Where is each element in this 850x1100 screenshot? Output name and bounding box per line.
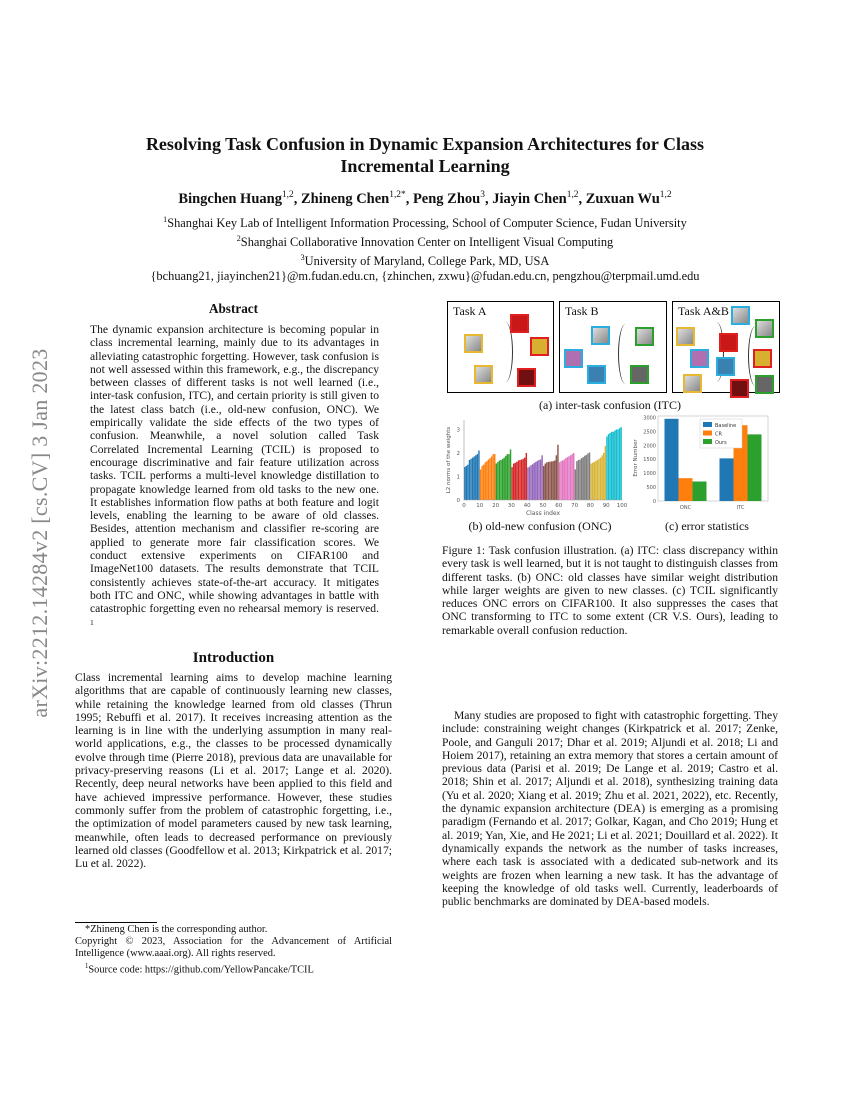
arxiv-identifier[interactable]: arXiv:2212.14284v2 [cs.CV] 3 Jan 2023 xyxy=(27,348,52,718)
onc-bar xyxy=(473,456,474,500)
onc-bar xyxy=(541,455,542,500)
author-sup: 3 xyxy=(480,190,485,200)
panel-label: Task A&B xyxy=(678,304,729,318)
onc-bar xyxy=(551,461,552,500)
subcaption-c: (c) error statistics xyxy=(665,519,749,533)
abstract-body: The dynamic expansion architecture is becoming popular in class incremental learning, mainly due to its advantages in alleviating catastrophic forgetting. However, task confusion is not well assessed within this framework, e.g., the discrepancy between classes of different tasks is not well learned (i.e., inter-task confusion, ITC), and certain priority is still given to the latest class batch (i.e., old-new confusion, ONC). We empirically validate the side effects of the two types of confusion. Meanwhile, a novel solution called Task Correlated Incremental Learning (TCIL) is proposed to encourage discriminative and fair feature utilization across tasks. TCIL performs a multi-level knowledge distillation to propagate knowledge learned from old tasks to the new one. It establishes information flow paths at both feature and logit levels, enabling the learning to be aware of old classes. Besides, attention mechanism and classifier re-scoring are applied to generate more fair classification scores. We conduct extensive experiments on CIFAR100 and ImageNet100 datasets. The results demonstrate that TCIL consistently achieves state-of-the-art accuracy. It mitigates both ITC and ONC, while showing advantages in battle with catastrophic forgetting even no rehearsal memory is reserved. xyxy=(90,323,379,616)
onc-bar xyxy=(513,464,514,500)
onc-bar xyxy=(552,461,553,500)
legend-swatch xyxy=(703,439,712,444)
onc-bar xyxy=(601,455,602,500)
onc-bar xyxy=(575,469,576,500)
onc-bar xyxy=(485,462,486,500)
author-sup: 1,2 xyxy=(281,190,294,200)
x-tick-label: ONC xyxy=(679,505,692,511)
onc-bar xyxy=(466,466,467,500)
orange-thumbnail xyxy=(753,349,772,368)
onc-bar xyxy=(579,460,580,500)
chair-thumbnail xyxy=(755,375,774,394)
affiliations xyxy=(80,212,770,284)
onc-bar xyxy=(500,460,501,500)
error-statistics-chart xyxy=(628,412,778,512)
y-tick-label: 1500 xyxy=(643,457,656,464)
onc-bar xyxy=(491,456,492,500)
error-bar-cr xyxy=(679,478,693,501)
footnote-source-text[interactable]: Source code: https://github.com/YellowPancake/TCIL xyxy=(88,964,314,976)
onc-bar xyxy=(530,465,531,500)
onc-bar xyxy=(499,460,500,500)
y-tick-label: 1000 xyxy=(643,471,656,478)
onc-bar xyxy=(546,462,547,500)
error-bar-ours xyxy=(748,434,762,501)
subcaption-a: (a) inter-task confusion (ITC) xyxy=(538,398,682,412)
fish-thumbnail xyxy=(587,365,606,384)
onc-bar xyxy=(529,467,530,500)
bicycle-thumbnail xyxy=(474,365,493,384)
abstract-text xyxy=(90,323,379,633)
onc-bar xyxy=(480,469,481,500)
panel-label: Task A xyxy=(453,304,487,318)
onc-bar xyxy=(586,455,587,500)
onc-bar xyxy=(565,458,566,500)
onc-bar xyxy=(611,432,612,500)
author-list: Bingchen Huang$^{1,2}$, Zhineng Chen$^{1,2*}$, Peng Zhou$^3$, Jiayin Chen$^{1,2}$, Zuxuan Wu$^{1,2}$ xyxy=(178,190,672,207)
onc-bar xyxy=(518,460,519,500)
x-tick-label: 50 xyxy=(539,503,547,509)
onc-bar xyxy=(581,458,582,500)
onc-bar xyxy=(620,427,621,500)
footnotes xyxy=(75,924,392,976)
fish-thumbnail xyxy=(690,349,709,368)
orange-thumbnail xyxy=(530,337,549,356)
x-tick-label: 10 xyxy=(476,503,484,509)
onc-bar xyxy=(486,461,487,500)
onc-bar xyxy=(617,429,618,500)
panel-task-b xyxy=(559,301,667,393)
footnote-divider xyxy=(75,922,157,923)
onc-bar xyxy=(492,454,493,500)
paper-title: Resolving Task Confusion in Dynamic Expansion Architectures for Class Incremental Learning xyxy=(145,134,705,176)
onc-bar xyxy=(603,453,604,500)
footnote-copyright: Copyright © 2023, Association for the Advancement of Artificial Intelligence (www.aaai.org). All rights reserved. xyxy=(75,936,392,960)
chair-thumbnail xyxy=(630,365,649,384)
legend-swatch xyxy=(703,422,712,427)
vehicle-thumbnail xyxy=(731,306,750,325)
onc-bar xyxy=(556,455,557,500)
affil-sup: 1 xyxy=(163,215,168,224)
onc-bar xyxy=(545,464,546,500)
onc-bar xyxy=(549,462,550,500)
x-tick-label: 90 xyxy=(602,503,610,509)
x-tick-label: 100 xyxy=(616,503,628,509)
strawberry-thumbnail xyxy=(510,314,529,333)
onc-bar xyxy=(557,445,558,500)
onc-bar xyxy=(606,436,607,500)
fish-thumbnail xyxy=(564,349,583,368)
onc-bar xyxy=(537,461,538,500)
legend-label: CR xyxy=(715,431,722,438)
onc-bar xyxy=(483,465,484,500)
author-sup: 1,2 xyxy=(659,190,672,200)
onc-bar xyxy=(613,432,614,500)
onc-bar xyxy=(562,460,563,500)
onc-bar xyxy=(598,459,599,500)
affiliation xyxy=(80,250,770,269)
onc-bar xyxy=(472,458,473,500)
onc-bar xyxy=(494,454,495,500)
footnote-source xyxy=(75,961,392,977)
footnote-mark: 1 xyxy=(90,617,94,627)
onc-bar xyxy=(477,454,478,500)
affil-sup: 2 xyxy=(236,234,241,244)
onc-bar xyxy=(540,460,541,500)
onc-bar xyxy=(505,456,506,500)
abstract-heading: Abstract xyxy=(208,301,259,316)
onc-bar xyxy=(511,467,512,500)
onc-bar xyxy=(538,460,539,500)
onc-bar xyxy=(534,463,535,500)
footnote-corresponding: *Zhineng Chen is the corresponding author. xyxy=(85,924,268,935)
onc-bar xyxy=(614,431,615,500)
y-tick-label: 500 xyxy=(646,485,656,492)
onc-bar xyxy=(532,464,533,500)
fish-thumbnail xyxy=(716,357,735,376)
y-tick-label: 1 xyxy=(456,474,460,481)
onc-bar xyxy=(608,434,609,500)
author: Zuxuan Wu xyxy=(585,190,660,207)
onc-bar xyxy=(535,462,536,500)
introduction-text: Class incremental learning aims to develop machine learning algorithms that are capable of continuously learning new classes, while retaining the knowledge learned from old classes (Thrun 1995; Rebuffi et al. 2017). It receives increasing attention as the learning is in line with the underlying assumption in many real-world applications, e.g., the classes to be processed dynamically evolve through time (Pierre 2018), previous data are unavailable for privacy-preserving reasons (Li et al. 2017; Lange et al. 2020). Recently, deep neural networks have been applied to this field and have achieved impressive performance. However, these studies commonly suffer from the problem of catastrophic forgetting, i.e., the optimization of model parameters caused by new task learning, meanwhile, often leads to decreased performance on previously learned old classes (Goodfellow et al. 2013; Kirkpatrick et al. 2017; Lu et al. 2022). xyxy=(75,671,392,871)
onc-bar xyxy=(510,449,511,500)
onc-bar xyxy=(516,462,517,500)
onc-bar xyxy=(497,462,498,500)
onc-bar xyxy=(502,459,503,500)
onc-bar xyxy=(609,433,610,500)
author-sup: 1,2* xyxy=(389,190,406,200)
x-tick-label: 70 xyxy=(571,503,579,509)
onc-bar xyxy=(560,461,561,500)
onc-bar xyxy=(605,446,606,500)
y-tick-label: 2500 xyxy=(643,429,656,436)
y-axis-label: L2 norms of the weights xyxy=(446,426,452,494)
onc-bar xyxy=(594,462,595,500)
onc-bar xyxy=(570,455,571,500)
onc-bar xyxy=(515,463,516,500)
affil-text: University of Maryland, College Park, MD, USA xyxy=(304,254,550,269)
onc-bar xyxy=(526,453,527,500)
x-tick-label: 30 xyxy=(507,503,515,509)
figure-caption: Figure 1: Task confusion illustration. (a) ITC: class discrepancy within every task is well learned, but it is not taught to distinguish classes from different tasks. (b) ONC: old classes have similar weight distribution while larger weights are given to new classes. (c) TCIL significantly reduces ONC errors on CIFAR100. It also suppresses the cases that ONC transforming to ITC to some extent (CR V.S. Ours), leading to remarkable overall confusion reduction. xyxy=(442,544,778,637)
body-paragraph: Many studies are proposed to fight with catastrophic forgetting. They include: constraining weight changes (Kirkpatrick et al. 2017; Zenke, Poole, and Ganguli 2017; Dhar et al. 2019; Aljundi et al. 2018; Li and Hoiem 2017), retaining an extra memory that stores a certain amount of previous data (Parisi et al. 2019; De Lange et al. 2019; Castro et al. 2018; Shin et al. 2017; Aljundi et al. 2018), synthesizing training data (Yu et al. 2020; Xiang et al. 2019; Zhu et al. 2021, 2022), etc. Recently, the dynamic expansion architecture (DEA) is emerging as a promising paradigm (Fernando et al. 2017; Golkar, Kagan, and Cho 2019; Hung et al. 2019; Yan, Xie, and He 2021; Li et al. 2021; Douillard et al. 2022). It dynamically expands the network as the number of tasks increases, where each task is associated with a dedicated sub-network and its weights are frozen when learning a new task. It has the advantage of keeping the knowledge of old tasks well. Currently, leaderboards of public benchmarks are dominated by DEA-based models. xyxy=(442,709,778,909)
error-bar-baseline xyxy=(665,419,679,501)
onc-bar xyxy=(475,455,476,500)
x-tick-label: 0 xyxy=(462,503,466,509)
onc-bar xyxy=(507,454,508,500)
panel-task-a xyxy=(447,301,554,393)
onc-bar xyxy=(578,460,579,500)
onc-bar xyxy=(573,453,574,500)
introduction-heading: Introduction xyxy=(192,650,275,666)
onc-bar xyxy=(481,466,482,500)
onc-bar xyxy=(496,464,497,500)
onc-bar xyxy=(519,460,520,500)
onc-bar xyxy=(522,459,523,500)
onc-bar xyxy=(554,460,555,500)
subcaption-b: (b) old-new confusion (ONC) xyxy=(468,519,612,533)
panel-label: Task B xyxy=(565,304,599,318)
strawberry-thumbnail xyxy=(719,333,738,352)
onc-bar-chart xyxy=(440,412,640,520)
emails: {bchuang21, jiayinchen21}@m.fudan.edu.cn, {zhinchen, zxwu}@fudan.edu.cn, pengzhou@terpmail.umd.edu xyxy=(150,269,700,284)
onc-bar xyxy=(470,459,471,500)
onc-bar xyxy=(527,468,528,500)
onc-bar xyxy=(469,460,470,500)
x-tick-label: 60 xyxy=(555,503,563,509)
onc-bar xyxy=(568,456,569,500)
affiliation xyxy=(80,212,770,231)
onc-bar xyxy=(559,462,560,500)
footnote-mark: 1 xyxy=(85,962,89,970)
onc-bar xyxy=(488,460,489,500)
onc-bar xyxy=(590,464,591,500)
y-tick-label: 0 xyxy=(652,499,656,505)
author: Zhineng Chen xyxy=(300,190,390,207)
apple-thumbnail xyxy=(517,368,536,387)
x-axis-label: Class index xyxy=(525,510,561,517)
onc-bar xyxy=(571,454,572,500)
legend-label: Ours xyxy=(715,440,727,446)
y-axis-label: Error Number xyxy=(633,439,639,477)
author: Jiayin Chen xyxy=(492,190,567,207)
bicycle-thumbnail xyxy=(464,334,483,353)
onc-bar xyxy=(583,457,584,500)
y-tick-label: 2000 xyxy=(643,443,656,450)
onc-bar xyxy=(584,456,585,500)
onc-bar xyxy=(467,465,468,500)
onc-bar xyxy=(524,458,525,500)
panel-task-ab xyxy=(672,301,780,393)
vehicle-thumbnail xyxy=(591,326,610,345)
onc-bar xyxy=(592,463,593,500)
x-tick-label: 20 xyxy=(492,503,500,509)
error-bar-baseline xyxy=(720,458,734,501)
y-tick-label: 3 xyxy=(456,427,460,434)
onc-bar xyxy=(595,461,596,500)
author: Bingchen Huang xyxy=(178,190,282,207)
onc-bar xyxy=(489,458,490,500)
x-tick-label: 80 xyxy=(586,503,594,509)
y-tick-label: 3000 xyxy=(643,415,656,422)
author: Peng Zhou xyxy=(412,190,481,207)
onc-bar xyxy=(597,460,598,500)
onc-bar xyxy=(600,458,601,500)
x-tick-label: 40 xyxy=(523,503,531,509)
onc-bar xyxy=(508,454,509,500)
x-tick-label: ITC xyxy=(736,505,745,511)
onc-bar xyxy=(543,466,544,500)
onc-bar xyxy=(619,428,620,500)
onc-bar xyxy=(616,429,617,500)
onc-bar xyxy=(478,451,479,500)
affil-sup: 3 xyxy=(300,253,305,263)
legend-label: Baseline xyxy=(715,423,737,429)
bicycle-thumbnail xyxy=(683,374,702,393)
bicycle-thumbnail xyxy=(676,327,695,346)
apple-thumbnail xyxy=(730,379,749,398)
affiliation xyxy=(80,231,770,250)
legend-swatch xyxy=(703,431,712,436)
onc-bar xyxy=(548,462,549,500)
car-thumbnail xyxy=(635,327,654,346)
onc-bar xyxy=(521,460,522,500)
onc-bar xyxy=(564,460,565,500)
y-tick-label: 0 xyxy=(456,498,460,504)
y-tick-label: 2 xyxy=(456,450,460,457)
onc-bar xyxy=(567,457,568,500)
affil-text: Shanghai Key Lab of Intelligent Information Processing, School of Computer Science, Fudan University xyxy=(167,216,687,231)
onc-bar xyxy=(576,461,577,500)
onc-bar xyxy=(589,452,590,500)
affil-text: Shanghai Collaborative Innovation Center on Intelligent Visual Computing xyxy=(240,235,614,250)
author-sup: 1,2 xyxy=(566,190,579,200)
car-thumbnail xyxy=(755,319,774,338)
onc-bar xyxy=(587,453,588,500)
error-bar-ours xyxy=(693,481,707,501)
onc-bar xyxy=(504,458,505,500)
